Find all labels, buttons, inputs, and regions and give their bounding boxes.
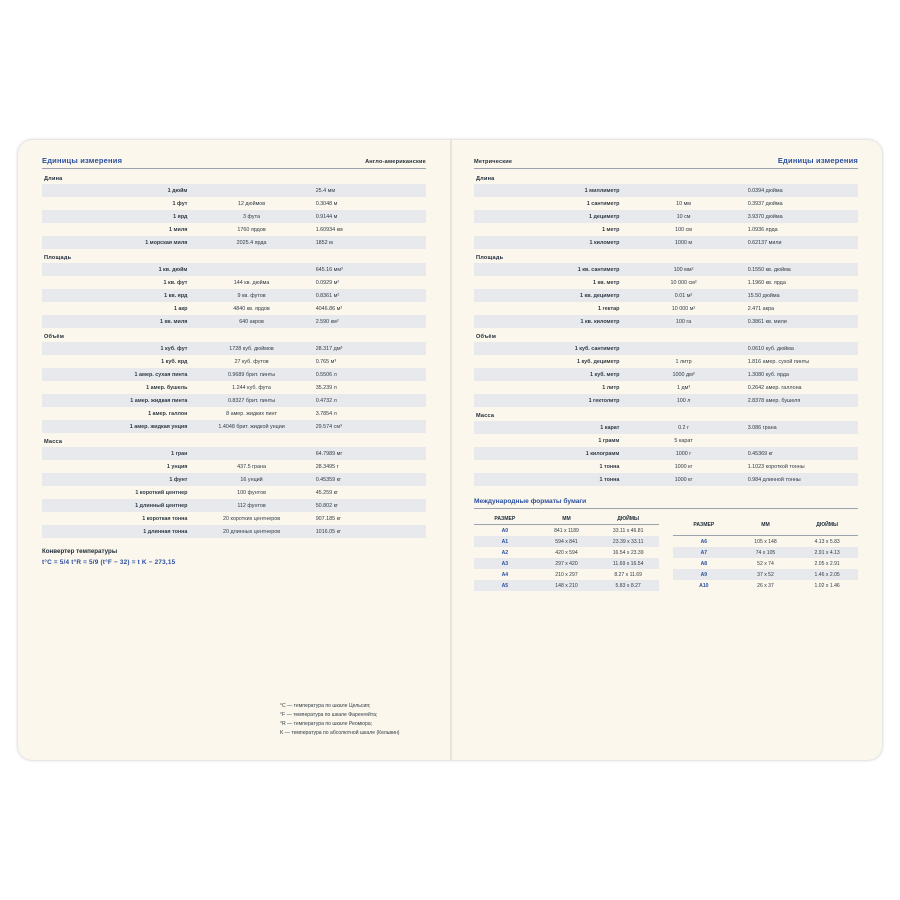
table-row xyxy=(42,197,426,210)
table-cell: 0.8327 брит. пинты xyxy=(193,394,309,407)
table-row xyxy=(42,460,426,473)
table-cell: 2025.4 ярда xyxy=(193,236,309,249)
table-cell: A8 xyxy=(700,560,708,567)
book-spine xyxy=(450,140,452,760)
table-cell: 0.3937 дюйма xyxy=(747,200,783,207)
temperature-formula: t°C = 5/4 t°R = 5/9 (t°F − 32) = t K − 273,15 xyxy=(42,559,176,566)
table-cell: 437.5 грана xyxy=(237,463,267,470)
table-cell: 1000 кг xyxy=(674,463,693,470)
table-cell: 1.1960 кв. ярда xyxy=(747,279,786,286)
table-cell: 2.05 x 2.91 xyxy=(814,560,840,567)
table-cell: 1 куб. метр xyxy=(474,368,625,381)
table-cell: 1 кв. ярд xyxy=(42,289,193,302)
table-cell: 1 амер. сухая пинта xyxy=(42,368,193,381)
table-cell: 0.0610 куб. дюйма xyxy=(742,342,858,355)
table-cell: 1 литр xyxy=(602,384,620,391)
temperature-title: Конвертер температуры xyxy=(42,548,118,555)
table-cell xyxy=(193,184,309,197)
column-header: РАЗМЕР xyxy=(673,514,735,536)
table-cell: 26 x 37 xyxy=(757,582,774,589)
table-cell: 297 x 420 xyxy=(536,558,598,569)
table-cell xyxy=(625,184,741,197)
table-row xyxy=(42,236,426,249)
section-title: Площадь xyxy=(44,255,72,261)
right-page-header xyxy=(474,156,858,169)
table-cell: 1 короткий центнер xyxy=(135,489,188,496)
table-row xyxy=(42,210,426,223)
table-cell: 4840 кв. ярдов xyxy=(233,305,270,312)
table-row xyxy=(42,368,426,381)
table-cell: A0 xyxy=(501,527,509,534)
table-cell: 645.16 мм² xyxy=(310,263,426,276)
table-cell: 0.0929 м² xyxy=(315,279,340,286)
table-cell: 1760 ярдов xyxy=(237,226,266,233)
table-cell: 16 унций xyxy=(193,473,309,486)
table-cell: 1 грамм xyxy=(598,437,620,444)
table-cell: 1.816 амер. сухой пинты xyxy=(747,358,810,365)
table-row xyxy=(42,302,426,315)
conversion-table xyxy=(474,421,858,486)
table-cell: 1 дюйм xyxy=(42,184,193,197)
table-cell: 10 см xyxy=(625,210,741,223)
table-cell: 1 ярд xyxy=(42,210,193,223)
table-cell: 15.50 дюйма xyxy=(742,289,858,302)
table-cell: 64.7989 мг xyxy=(310,447,426,460)
table-cell: 1000 м xyxy=(625,236,741,249)
column-header: ММ xyxy=(735,514,797,536)
section-title: Площадь xyxy=(476,255,504,261)
left-header-subtitle: Англо-американские xyxy=(365,159,426,165)
left-page-header xyxy=(42,156,426,169)
table-cell: 0.5506 л xyxy=(310,368,426,381)
table-cell: 0.62137 мили xyxy=(742,236,858,249)
right-page xyxy=(450,140,882,760)
section-title: Объём xyxy=(476,334,497,340)
table-row xyxy=(474,355,858,368)
table-row xyxy=(474,315,858,328)
table-cell: 20 длинных центнеров xyxy=(193,525,309,538)
table-row xyxy=(474,580,659,591)
table-cell: 1.244 куб. фута xyxy=(232,384,271,391)
table-cell: 0.1550 кв. дюйма xyxy=(742,263,858,276)
temperature-converter xyxy=(42,548,426,566)
table-row xyxy=(42,407,426,420)
table-cell: 841 x 1189 xyxy=(554,527,579,534)
left-sections xyxy=(42,176,426,538)
table-cell: 0.01 м² xyxy=(625,289,741,302)
table-cell: 11.69 x 16.54 xyxy=(597,558,659,569)
table-cell: 27 куб. футов xyxy=(234,358,269,365)
section-title: Длина xyxy=(44,176,63,182)
conversion-table xyxy=(42,342,426,433)
table-cell: 0.3048 м xyxy=(315,200,338,207)
table-row xyxy=(474,223,858,236)
table-row xyxy=(42,223,426,236)
table-cell: 0.984 длинной тонны xyxy=(742,473,858,486)
table-cell: A10 xyxy=(699,582,709,589)
table-row xyxy=(474,547,659,558)
table-cell: 45.259 кг xyxy=(315,489,338,496)
table-cell: 0.8361 м² xyxy=(310,289,426,302)
table-row xyxy=(474,421,858,434)
table-cell: 4046.86 м² xyxy=(315,305,343,312)
left-header-title: Единицы измерения xyxy=(42,156,123,165)
table-cell: 10 000 см² xyxy=(670,279,697,286)
paper-table-left xyxy=(474,514,659,591)
table-cell: 1.46 x 2.05 xyxy=(796,569,858,580)
table-cell: 100 фунтов xyxy=(237,489,266,496)
table-cell: 29.574 см³ xyxy=(310,420,426,433)
table-cell: 37 x 52 xyxy=(735,569,797,580)
table-cell: 3.9370 дюйма xyxy=(742,210,858,223)
table-cell: 1 литр xyxy=(675,358,692,365)
table-cell: 1 фут xyxy=(172,200,188,207)
table-cell: 1852 м xyxy=(310,236,426,249)
table-cell: 1 длинная тонна xyxy=(42,525,193,538)
table-cell: 1 гектар xyxy=(598,305,620,312)
table-cell: 8 амер. жидких пинт xyxy=(226,410,277,417)
table-cell: A3 xyxy=(474,558,536,569)
table-cell xyxy=(742,434,858,447)
table-cell: 907.185 кг xyxy=(315,515,341,522)
table-cell: 1 амер. бушель xyxy=(146,384,188,391)
table-cell: 23.39 x 33.11 xyxy=(597,536,659,547)
section-title: Масса xyxy=(44,439,63,445)
column-header: ДЮЙМЫ xyxy=(597,514,659,525)
table-row xyxy=(474,434,858,447)
table-cell: 0.4732 л xyxy=(310,394,426,407)
paper-formats-tables xyxy=(474,514,858,591)
table-cell: 1 гектолитр xyxy=(474,394,625,407)
table-cell: 1 тонна xyxy=(474,473,625,486)
table-cell: 50.802 кг xyxy=(310,499,426,512)
section-title: Масса xyxy=(476,413,495,419)
table-row xyxy=(42,499,426,512)
left-page xyxy=(18,140,450,760)
note-line: °F — температура по шкале Фаренгейта; xyxy=(280,712,378,718)
table-cell: A6 xyxy=(700,538,708,545)
table-cell: 5 карат xyxy=(674,437,693,444)
table-row xyxy=(474,289,858,302)
table-row xyxy=(673,536,858,548)
temperature-notes xyxy=(280,702,490,738)
table-row xyxy=(474,210,858,223)
conversion-table xyxy=(474,184,858,249)
table-row xyxy=(474,558,659,569)
column-header: ММ xyxy=(536,514,598,525)
table-cell: A9 xyxy=(673,569,735,580)
table-cell: 1 миля xyxy=(169,226,188,233)
table-cell xyxy=(193,263,309,276)
table-cell: 1728 куб. дюймов xyxy=(193,342,309,355)
table-cell: 100 л xyxy=(625,394,741,407)
table-cell: 1 кв. дециметр xyxy=(474,289,625,302)
table-cell: 112 фунтов xyxy=(193,499,309,512)
table-cell xyxy=(193,447,309,460)
table-row xyxy=(42,512,426,525)
table-row xyxy=(42,447,426,460)
table-cell: 3 фута xyxy=(193,210,309,223)
paper-formats-title: Международные форматы бумаги xyxy=(474,498,858,509)
table-cell: 594 x 841 xyxy=(536,536,598,547)
table-cell: 210 x 297 xyxy=(555,571,578,578)
table-row xyxy=(42,394,426,407)
table-cell: 0.2642 амер. галлона xyxy=(747,384,802,391)
note-line: °R — температура по шкале Реомюра; xyxy=(280,721,373,727)
table-row xyxy=(474,368,858,381)
table-cell: 28.317 дм³ xyxy=(310,342,426,355)
table-row xyxy=(474,381,858,394)
table-cell: 1 унция xyxy=(166,463,188,470)
table-row xyxy=(673,569,858,580)
table-cell: 1 кв. миля xyxy=(42,315,193,328)
table-cell: 1 миллиметр xyxy=(474,184,625,197)
table-cell: 2.91 x 4.13 xyxy=(796,547,858,558)
conversion-table xyxy=(42,184,426,249)
table-cell: 3.7854 л xyxy=(315,410,337,417)
table-cell: 1 амер. галлон xyxy=(148,410,188,417)
table-row xyxy=(42,420,426,433)
table-cell: 1 килограмм xyxy=(474,447,625,460)
table-cell: 1 фунт xyxy=(42,473,193,486)
section-title: Объём xyxy=(44,334,65,340)
right-header-title: Единицы измерения xyxy=(777,156,858,165)
table-cell: 1000 дм³ xyxy=(625,368,741,381)
table-cell: 420 x 594 xyxy=(555,549,578,556)
table-cell: 35.239 л xyxy=(315,384,337,391)
conversion-table xyxy=(474,342,858,407)
table-cell: 1 длинный центнер xyxy=(42,499,193,512)
table-cell: 1.0936 ярда xyxy=(747,226,778,233)
table-cell: 1 куб. дециметр xyxy=(576,358,620,365)
table-cell: 8.27 x 11.69 xyxy=(614,571,642,578)
section-title: Длина xyxy=(476,176,495,182)
table-row xyxy=(474,302,858,315)
table-row xyxy=(474,473,858,486)
table-cell: 1 кв. сантиметр xyxy=(474,263,625,276)
table-cell: 20 коротких центнеров xyxy=(222,515,281,522)
right-header-subtitle: Метрические xyxy=(474,159,513,165)
table-cell: 2.471 акра xyxy=(747,305,775,312)
table-row xyxy=(42,381,426,394)
table-cell: 5.83 x 8.27 xyxy=(597,580,659,591)
table-cell xyxy=(625,342,741,355)
table-cell: 1.1023 короткой тонны xyxy=(747,463,805,470)
table-cell: 148 x 210 xyxy=(536,580,598,591)
table-row xyxy=(42,289,426,302)
table-cell: 1 метр xyxy=(602,226,620,233)
table-cell: 1 куб. сантиметр xyxy=(474,342,625,355)
table-cell: 1 амер. жидкая пинта xyxy=(42,394,193,407)
table-cell: A2 xyxy=(501,549,509,556)
table-cell: 74 x 105 xyxy=(735,547,797,558)
table-cell: 1 гран xyxy=(42,447,193,460)
table-cell: 12 дюймов xyxy=(237,200,266,207)
table-cell: 1 дм³ xyxy=(676,384,691,391)
table-cell: 10 мм xyxy=(676,200,691,207)
note-line: K — температура по абсолютной шкале (Кельвин) xyxy=(280,730,400,736)
table-row xyxy=(474,263,858,276)
table-cell: A7 xyxy=(673,547,735,558)
table-cell: 1 сантиметр xyxy=(586,200,620,207)
table-cell: 1.02 x 1.46 xyxy=(814,582,840,589)
table-cell: 1 дециметр xyxy=(474,210,625,223)
table-row xyxy=(474,197,858,210)
table-row xyxy=(474,236,858,249)
table-cell: 1 короткая тонна xyxy=(142,515,188,522)
table-row xyxy=(673,580,858,591)
table-cell: 100 см xyxy=(675,226,692,233)
table-cell: 100 мм² xyxy=(625,263,741,276)
table-cell: 1 кв. километр xyxy=(474,315,625,328)
table-row xyxy=(474,342,858,355)
right-sections xyxy=(474,176,858,486)
table-cell: 1 карат xyxy=(474,421,625,434)
table-row xyxy=(474,184,858,197)
table-cell: 9 кв. футов xyxy=(193,289,309,302)
table-cell: 100 га xyxy=(625,315,741,328)
conversion-table xyxy=(42,447,426,538)
table-cell: 33.11 x 46.81 xyxy=(612,527,644,534)
table-row xyxy=(42,315,426,328)
table-cell: 1 тонна xyxy=(599,463,620,470)
table-cell: 2.590 км² xyxy=(310,315,426,328)
table-cell: 0.45369 кг xyxy=(742,447,858,460)
table-cell: 1 куб. ярд xyxy=(161,358,188,365)
table-cell: 0.765 м³ xyxy=(315,358,337,365)
conversion-table xyxy=(474,263,858,328)
table-row xyxy=(42,473,426,486)
table-row xyxy=(474,536,659,547)
table-cell: 52 x 74 xyxy=(757,560,774,567)
table-cell: 1.3080 куб. ярда xyxy=(742,368,858,381)
table-cell: 1.4048 брит. жидкой унции xyxy=(193,420,309,433)
paper-table-right xyxy=(673,514,858,591)
table-cell: 1 кв. метр xyxy=(593,279,620,286)
table-row xyxy=(474,525,659,537)
table-row xyxy=(42,276,426,289)
table-row xyxy=(474,460,858,473)
table-row xyxy=(42,184,426,197)
table-cell: 28.3495 г xyxy=(315,463,339,470)
table-header-row xyxy=(673,514,858,536)
table-row xyxy=(42,486,426,499)
table-row xyxy=(474,394,858,407)
table-cell: A5 xyxy=(474,580,536,591)
table-row xyxy=(474,569,659,580)
table-cell: 2.8378 амер. бушеля xyxy=(742,394,858,407)
notebook-spread xyxy=(18,140,882,760)
table-header-row xyxy=(474,514,659,525)
table-cell: 10 000 м² xyxy=(671,305,696,312)
table-cell: 0.0394 дюйма xyxy=(742,184,858,197)
table-cell: 1.60934 км xyxy=(315,226,343,233)
table-cell: 25.4 мм xyxy=(310,184,426,197)
table-cell: 1016.05 кг xyxy=(310,525,426,538)
table-row xyxy=(673,558,858,569)
table-cell: 0.45359 кг xyxy=(310,473,426,486)
table-cell: A1 xyxy=(474,536,536,547)
column-header: ДЮЙМЫ xyxy=(796,514,858,536)
table-cell: 1 морская миля xyxy=(42,236,193,249)
table-cell: 1 куб. фут xyxy=(42,342,193,355)
table-row xyxy=(673,547,858,558)
table-row xyxy=(42,342,426,355)
table-cell: 3.086 грана xyxy=(742,421,858,434)
table-cell: 16.54 x 23.39 xyxy=(612,549,644,556)
table-cell: 0.2 г xyxy=(625,421,741,434)
table-cell: A4 xyxy=(501,571,509,578)
column-header: РАЗМЕР xyxy=(474,514,536,525)
table-cell: 1000 г xyxy=(625,447,741,460)
conversion-table xyxy=(42,263,426,328)
table-cell: 1 акр xyxy=(173,305,188,312)
table-row xyxy=(474,276,858,289)
table-row xyxy=(42,355,426,368)
table-cell: 0.9144 м xyxy=(310,210,426,223)
table-row xyxy=(42,263,426,276)
table-row xyxy=(42,525,426,538)
table-cell: 1 амер. жидкая унция xyxy=(42,420,193,433)
table-cell: 0.3861 кв. мили xyxy=(742,315,858,328)
note-line: °C — температура по шкале Цельсия; xyxy=(280,703,371,709)
table-row xyxy=(474,447,858,460)
table-cell: 105 x 148 xyxy=(754,538,777,545)
table-cell: 144 кв. дюйма xyxy=(233,279,270,286)
table-cell: 4.13 x 5.83 xyxy=(814,538,840,545)
table-cell: 1000 кг xyxy=(625,473,741,486)
table-cell: 1 километр xyxy=(474,236,625,249)
table-cell: 1 кв. фут xyxy=(163,279,188,286)
table-cell: 0.9689 брит. пинты xyxy=(193,368,309,381)
table-cell: 640 акров xyxy=(193,315,309,328)
table-cell: 1 кв. дюйм xyxy=(42,263,193,276)
